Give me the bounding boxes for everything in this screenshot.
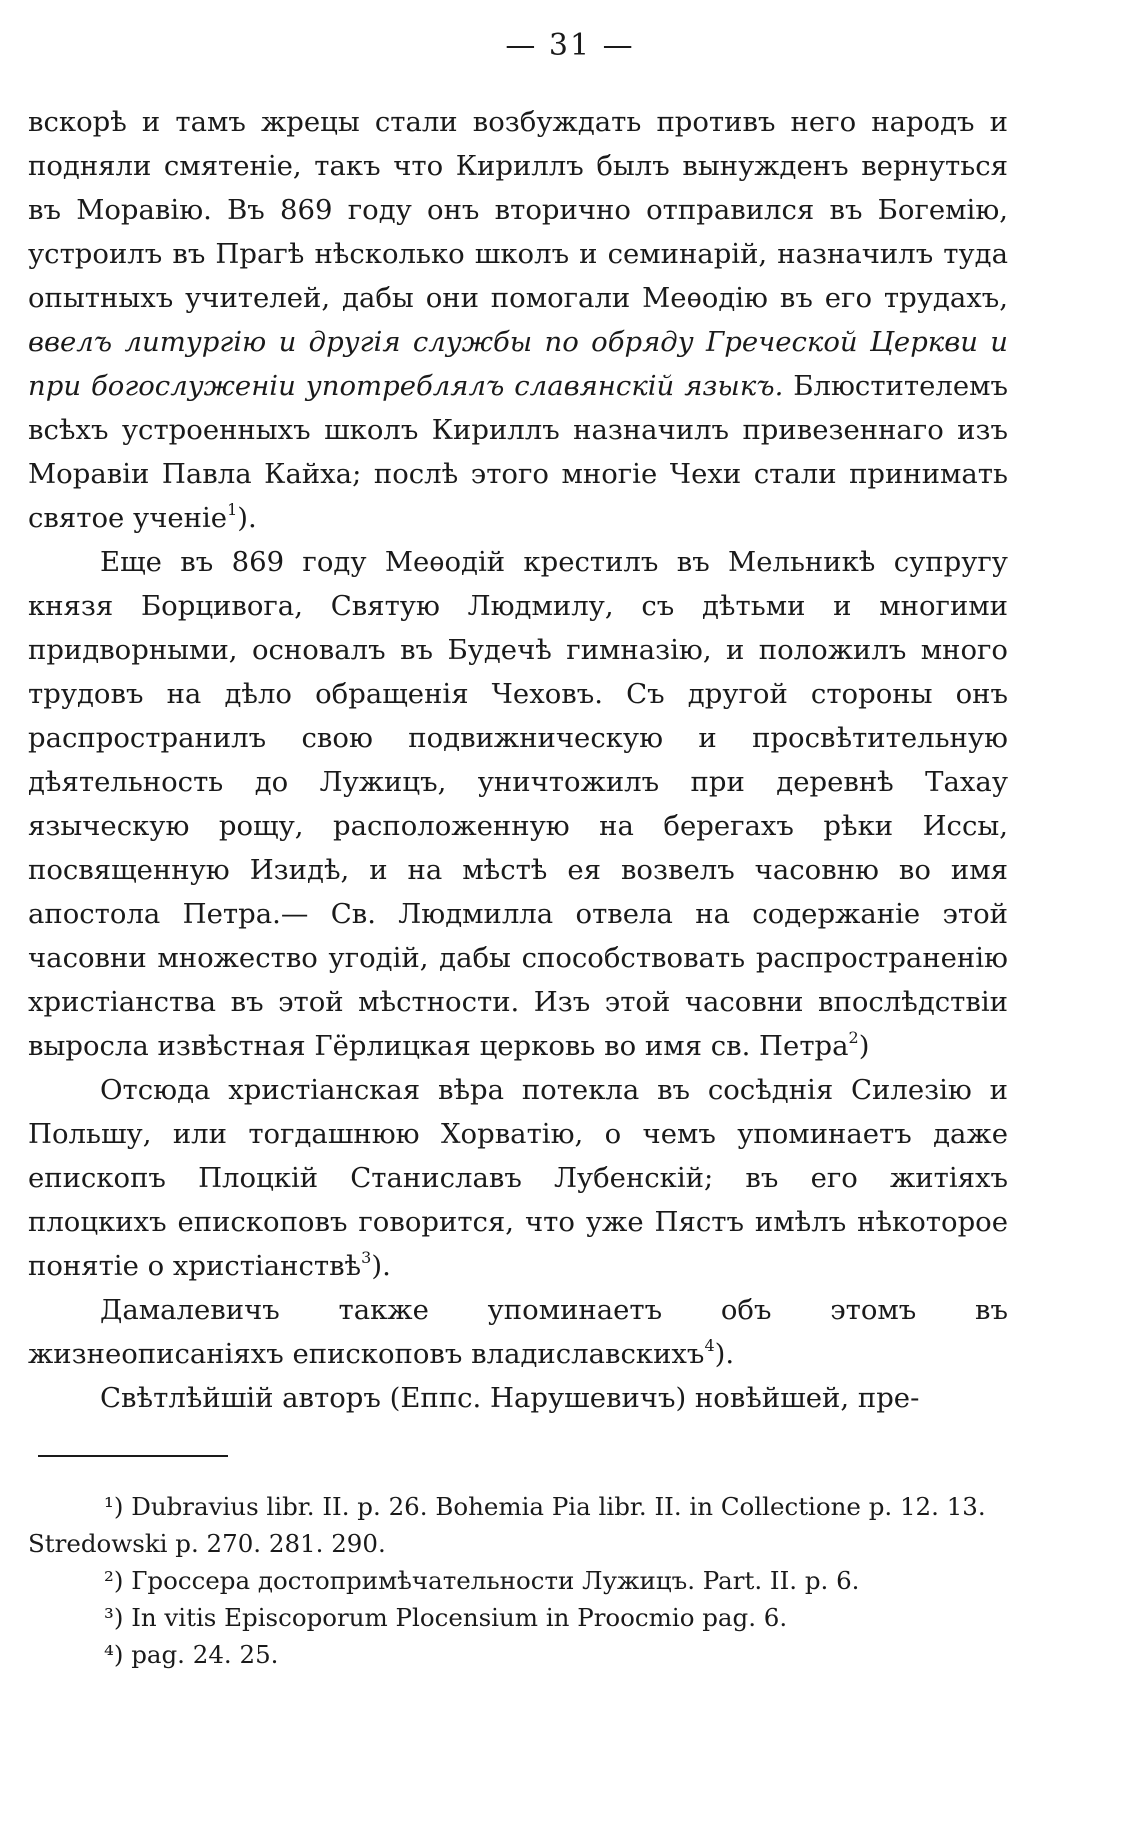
footnote-mark: ⁴) xyxy=(104,1640,124,1669)
paragraph-5-text: Свѣтлѣйшій авторъ (Еппс. Нарушевичъ) новѣйшей, пре- xyxy=(100,1382,920,1414)
paragraph-4 xyxy=(28,1288,1008,1376)
footnote-1 xyxy=(28,1488,1008,1562)
paragraph-3-tail: ). xyxy=(371,1250,391,1282)
footnote-mark: ²) xyxy=(104,1566,124,1595)
footnote-ref-3: 3 xyxy=(361,1248,372,1267)
paragraph-1-text-cont: Блюстителемъ всѣхъ устроенныхъ школъ Кириллъ назначилъ привезеннаго изъ Моравіи Павла Кайха; послѣ этого многіе Чехи стали принимать святое ученіе xyxy=(28,370,1008,534)
footnote-ref-2: 2 xyxy=(848,1028,859,1047)
paragraph-4-tail: ). xyxy=(714,1338,735,1370)
paragraph-4-text: Дамалевичъ также упоминаетъ объ этомъ въ жизнеописаніяхъ епископовъ владиславскихъ xyxy=(28,1294,1008,1370)
paragraph-1-italic: ввелъ литургію и другія службы по обряду Греческой Церкви и при богослуженіи употреблялъ славянскій языкъ. xyxy=(28,326,1008,402)
footnote-ref-1: 1 xyxy=(227,500,238,519)
paragraph-5 xyxy=(28,1376,1008,1420)
footnote-2 xyxy=(28,1562,1008,1599)
footnote-divider xyxy=(38,1455,228,1457)
page-number: — 31 — xyxy=(505,28,635,63)
footnote-3 xyxy=(28,1599,1008,1636)
paragraph-3-text: Отсюда христіанская вѣра потекла въ сосѣднія Силезію и Польшу, или тогдашнюю Хорватію, о чемъ упоминаетъ даже епископъ Плоцкій Станиславъ Лубенскій; въ его житіяхъ плоцкихъ епископовъ говорится, что уже Пястъ имѣлъ нѣкоторое понятіе о христіанствѣ xyxy=(28,1074,1008,1282)
body-text xyxy=(28,100,1008,1420)
paragraph-2-text: Еще въ 869 году Меѳодій крестилъ въ Мельникѣ супругу князя Борцивога, Святую Людмилу, съ дѣтьми и многими придворными, основалъ въ Будечѣ гимназію, и положилъ много трудовъ на дѣло обращенія Чеховъ. Съ другой стороны онъ распространилъ свою подвижническую и просвѣтительную дѣятельность до Лужицъ, уничтожилъ при деревнѣ Тахау языческую рощу, расположенную на берегахъ рѣки Иссы, посвященную Изидѣ, и на мѣстѣ ея возвелъ часовню во имя апостола Петра.— Св. Людмилла отвела на содержаніе этой часовни множество угодій, дабы способствовать распространенію христіанства въ этой мѣстности. Изъ этой часовни впослѣдствіи выросла извѣстная Гёрлицкая церковь во имя св. Петра xyxy=(28,546,1008,1062)
paragraph-3 xyxy=(28,1068,1008,1288)
footnote-mark: ¹) xyxy=(104,1492,124,1521)
paragraph-2 xyxy=(28,540,1008,1068)
paragraph-1-text: вскорѣ и тамъ жрецы стали возбуждать противъ него народъ и подняли смятеніе, такъ что Кириллъ былъ вынужденъ вернуться въ Моравію. Въ 869 году онъ вторично отправился въ Богемію, устроилъ въ Прагѣ нѣсколько школъ и семинарій, назначилъ туда опытныхъ учителей, дабы они помогали Меѳодію въ его трудахъ, xyxy=(28,106,1008,314)
footnotes xyxy=(28,1488,1008,1673)
footnote-text: pag. 24. 25. xyxy=(131,1640,279,1669)
footnote-text: Dubravius libr. II. p. 26. Bohemia Pia libr. II. in Collectione p. 12. 13. Stredowski p. 270. 281. 290. xyxy=(28,1492,986,1558)
footnote-4 xyxy=(28,1636,1008,1673)
footnote-mark: ³) xyxy=(104,1603,124,1632)
footnote-ref-4: 4 xyxy=(704,1336,715,1355)
footnote-text: Гроссера достопримѣчательности Лужицъ. Part. II. p. 6. xyxy=(131,1566,860,1595)
paragraph-1 xyxy=(28,100,1008,540)
footnote-text: In vitis Episcoporum Plocensium in Proocmio pag. 6. xyxy=(131,1603,788,1632)
paragraph-1-tail: ). xyxy=(237,502,257,534)
paragraph-2-tail: ) xyxy=(858,1030,870,1062)
